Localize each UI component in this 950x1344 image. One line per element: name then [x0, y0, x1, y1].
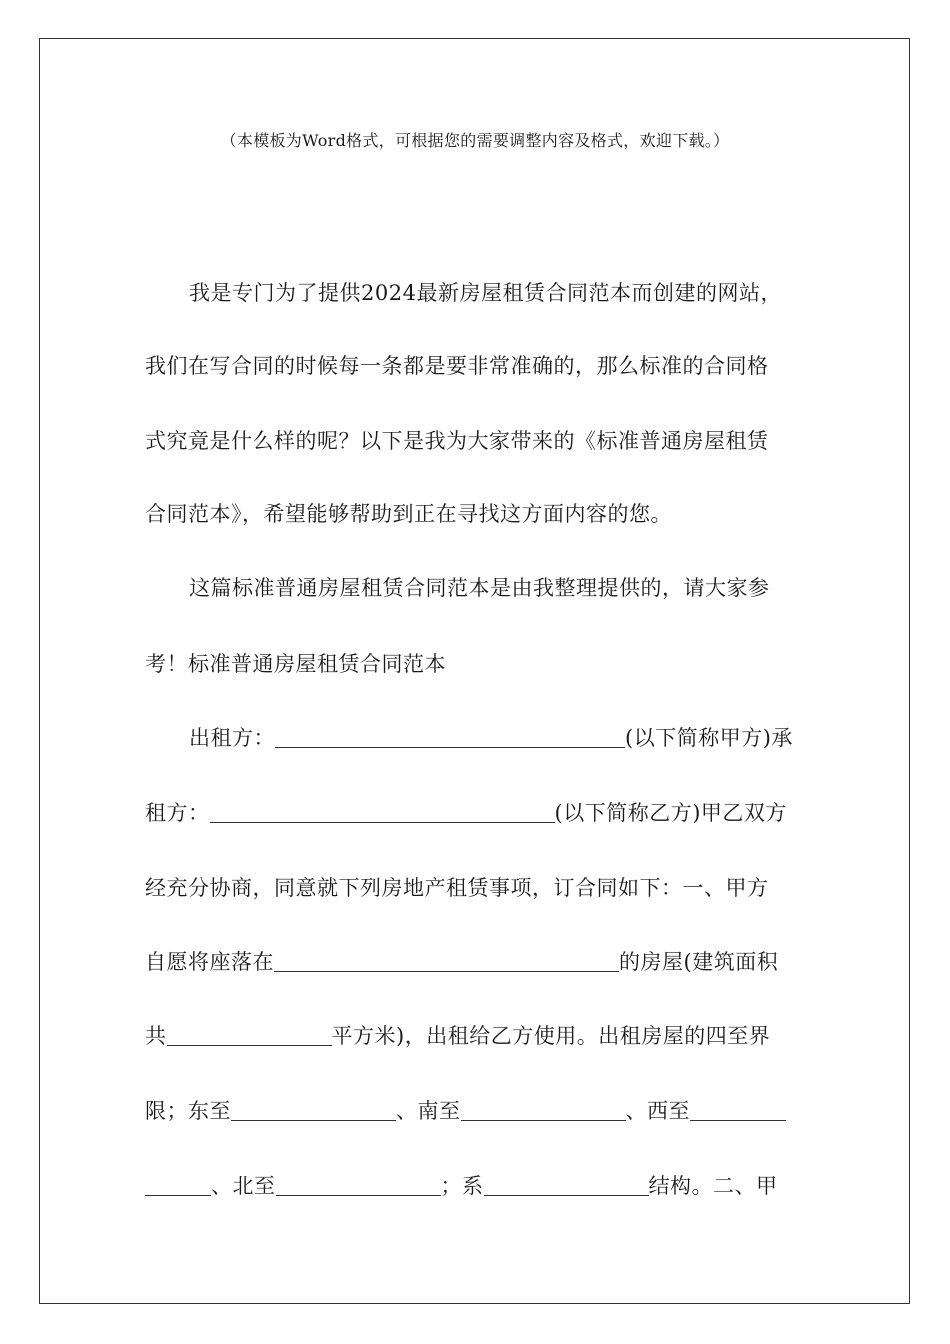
boundaries-line	[145, 1095, 786, 1125]
west-blank[interactable]	[690, 1100, 786, 1121]
west-label: 、西至	[625, 1099, 690, 1123]
south-label: 、南至	[396, 1099, 461, 1123]
east-label: 限；东至	[145, 1099, 231, 1123]
agreement-line: 经充分协商，同意就下列房地产租赁事项，订合同如下：一、甲方	[145, 876, 769, 900]
lessee-suffix: (以下简称乙方)甲乙双方	[554, 801, 787, 825]
area-label: 共	[145, 1024, 167, 1048]
intro-line-3: 式究竟是什么样的呢？以下是我为大家带来的《标准普通房屋租赁	[145, 429, 769, 453]
lessor-name-blank[interactable]	[275, 727, 625, 748]
intro-line-1: 我是专门为了提供2024最新房屋租赁合同范本而创建的网站，	[189, 281, 782, 305]
north-blank[interactable]	[276, 1175, 441, 1196]
structure-label: ；系	[440, 1174, 484, 1198]
lessor-suffix: (以下简称甲方)承	[625, 726, 793, 750]
area-suffix: 平方米)，出租给乙方使用。出租房屋的四至界	[331, 1024, 771, 1048]
reference-line-2: 考！标准普通房屋租赁合同范本	[145, 652, 446, 676]
reference-line-1: 这篇标准普通房屋租赁合同范本是由我整理提供的，请大家参	[189, 576, 770, 600]
location-suffix: 的房屋(建筑面积	[619, 950, 779, 974]
lessee-label: 租方：	[145, 801, 210, 825]
location-label: 自愿将座落在	[145, 950, 274, 974]
lessor-label: 出租方：	[189, 726, 275, 750]
intro-line-2: 我们在写合同的时候每一条都是要非常准确的，那么标准的合同格	[145, 354, 769, 378]
west-blank-continued[interactable]	[145, 1175, 211, 1196]
structure-suffix: 结构。二、甲	[648, 1174, 778, 1198]
structure-blank[interactable]	[484, 1175, 649, 1196]
lessor-line	[189, 722, 793, 752]
south-blank[interactable]	[461, 1100, 626, 1121]
lessee-line	[145, 797, 787, 827]
location-blank[interactable]	[274, 951, 619, 972]
north-structure-line	[145, 1170, 778, 1200]
area-blank[interactable]	[167, 1025, 332, 1046]
location-line	[145, 946, 778, 976]
north-label: 、北至	[211, 1174, 276, 1198]
template-note: （本模板为Word格式，可根据您的需要调整内容及格式，欢迎下载。）	[220, 131, 730, 150]
intro-line-4: 合同范本》，希望能够帮助到正在寻找这方面内容的您。	[145, 502, 672, 526]
area-line	[145, 1020, 770, 1050]
east-blank[interactable]	[231, 1100, 396, 1121]
lessee-name-blank[interactable]	[210, 802, 555, 823]
